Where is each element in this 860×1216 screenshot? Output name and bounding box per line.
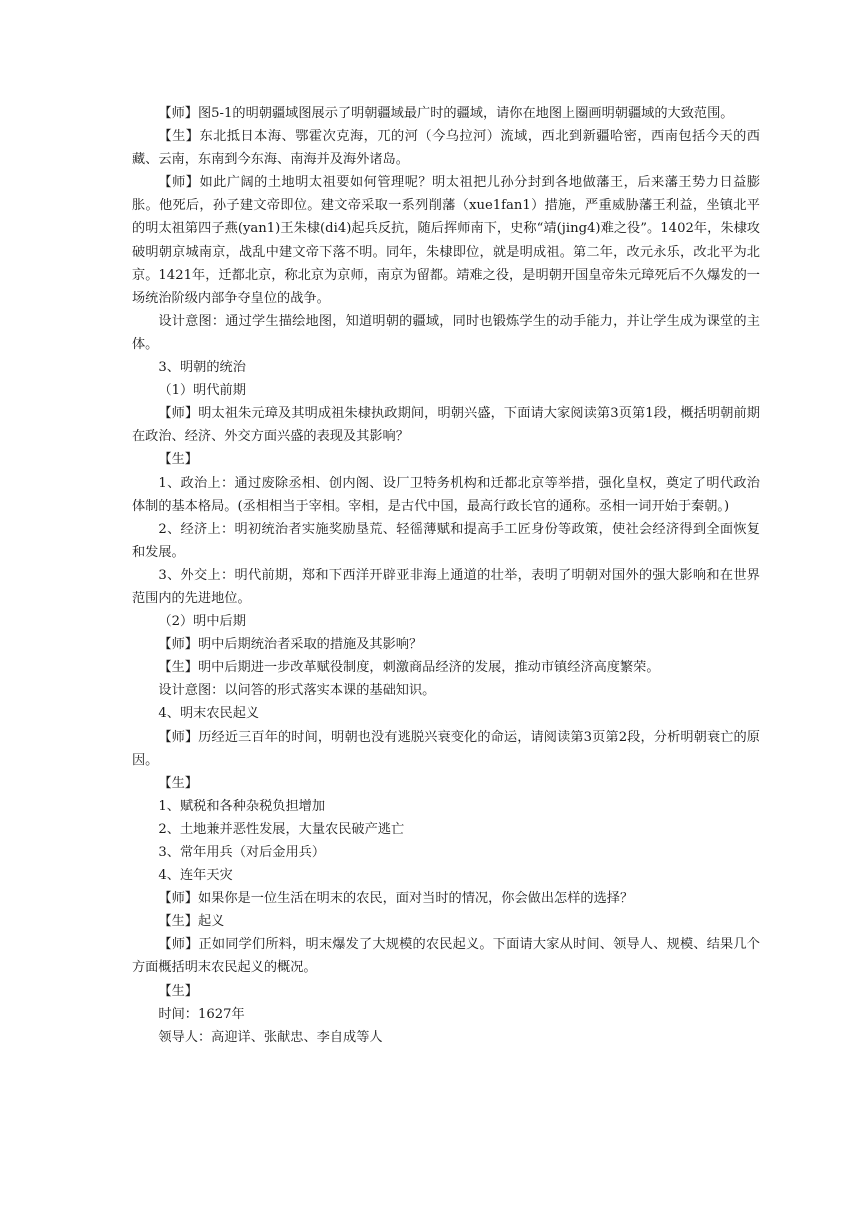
paragraph-teacher-early-ming-question: 【师】明太祖朱元璋及其明成祖朱棣执政期间，明朝兴盛，下面请大家阅读第3页第1段，概括明朝前期在政治、经济、外交方面兴盛的表现及其影响？ xyxy=(132,406,760,445)
paragraph-student-label: 【生】 xyxy=(158,983,198,999)
paragraph-design-intent-qa: 设计意图：以问答的形式落实本课的基础知识。 xyxy=(158,683,436,699)
paragraph-design-intent-map: 设计意图：通过学生描绘地图，知道明朝的疆域，同时也锻炼学生的动手能力，并让学生成为课堂的主体。 xyxy=(132,313,760,352)
document-body xyxy=(132,102,760,1049)
list-item-decline-cause: 1、赋税和各种杂税负担增加 xyxy=(158,798,326,814)
paragraph-teacher-mid-late-question: 【师】明中后期统治者采取的措施及其影响？ xyxy=(158,637,423,653)
list-item-decline-cause: 2、土地兼并恶性发展，大量农民破产逃亡 xyxy=(158,821,405,837)
paragraph-teacher-choice-question: 【师】如果你是一位生活在明末的农民，面对当时的情况，你会做出怎样的选择？ xyxy=(158,891,634,907)
paragraph-student-label: 【生】 xyxy=(158,775,198,791)
paragraph-student-mid-late-answer: 【生】明中后期进一步改革赋役制度，刺激商品经济的发展，推动市镇经济高度繁荣。 xyxy=(158,660,660,676)
paragraph-student-territory-answer: 【生】东北抵日本海、鄂霍次克海，兀的河（今乌拉河）流域，西北到新疆哈密，西南包括今天的西藏、云南，东南到今东海、南海并及海外诸岛。 xyxy=(132,129,760,168)
paragraph-student-label: 【生】 xyxy=(158,452,198,468)
paragraph-teacher-uprising-overview: 【师】正如同学们所料，明末爆发了大规模的农民起义。下面请大家从时间、领导人、规模、结果几个方面概括明末农民起义的概况。 xyxy=(132,937,760,976)
paragraph-uprising-leaders: 领导人：高迎详、张献忠、李自成等人 xyxy=(158,1029,383,1045)
paragraph-diplomacy-point: 3、外交上：明代前期，郑和下西洋开辟亚非海上通道的壮举，表明了明朝对国外的强大影响和在世界范围内的先进地位。 xyxy=(132,567,760,606)
section-heading-peasant-uprising: 4、明末农民起义 xyxy=(158,706,260,722)
paragraph-politics-point: 1、政治上：通过废除丞相、创内阁、设厂卫特务机构和迁都北京等举措，强化皇权，奠定了明代政治体制的基本格局。(丞相相当于宰相。宰相，是古代中国，最高行政长官的通称。丞相一词开始于秦朝。) xyxy=(132,475,760,514)
subsection-heading-early-ming: （1）明代前期 xyxy=(158,383,246,399)
list-item-decline-cause: 4、连年天灾 xyxy=(158,868,233,884)
section-heading-ming-rule: 3、明朝的统治 xyxy=(158,360,246,376)
paragraph-economy-point: 2、经济上：明初统治者实施奖励垦荒、轻徭薄赋和提高手工匠身份等政策，使社会经济得到全面恢复和发展。 xyxy=(132,521,760,560)
paragraph-uprising-time: 时间：1627年 xyxy=(158,1006,245,1022)
paragraph-student-uprising-answer: 【生】起义 xyxy=(158,914,225,930)
paragraph-teacher-map-question: 【师】图5-1的明朝疆域图展示了明朝疆域最广时的疆域，请你在地图上圈画明朝疆域的大致范围。 xyxy=(158,106,734,121)
list-item-decline-cause: 3、常年用兵（对后金用兵） xyxy=(158,845,326,860)
paragraph-teacher-decline-question: 【师】历经近三百年的时间，明朝也没有逃脱兴衰变化的命运，请阅读第3页第2段，分析明朝衰亡的原因。 xyxy=(132,729,760,768)
paragraph-teacher-jingnan-war: 【师】如此广阔的土地明太祖要如何管理呢？明太祖把儿孙分封到各地做藩王，后来藩王势力日益膨胀。他死后，孙子建文帝即位。建文帝采取一系列削藩（xue1fan1）措施，严重威胁藩王利益，坐镇北平的明太祖第四子燕(yan1)王朱棣(di4)起兵反抗，随后挥师南下，史称“靖(jing4)难之役”。1402年，朱棣攻破明朝京城南京，战乱中建文帝下落不明。同年，朱棣即位，就是明成祖。第二年，改元永乐，改北平为北京。1421年，迁都北京，称北京为京师，南京为留都。靖难之役，是明朝开国皇帝朱元璋死后不久爆发的一场统治阶级内部争夺皇位的战争。 xyxy=(132,175,760,306)
subsection-heading-mid-late-ming: （2）明中后期 xyxy=(158,614,246,630)
